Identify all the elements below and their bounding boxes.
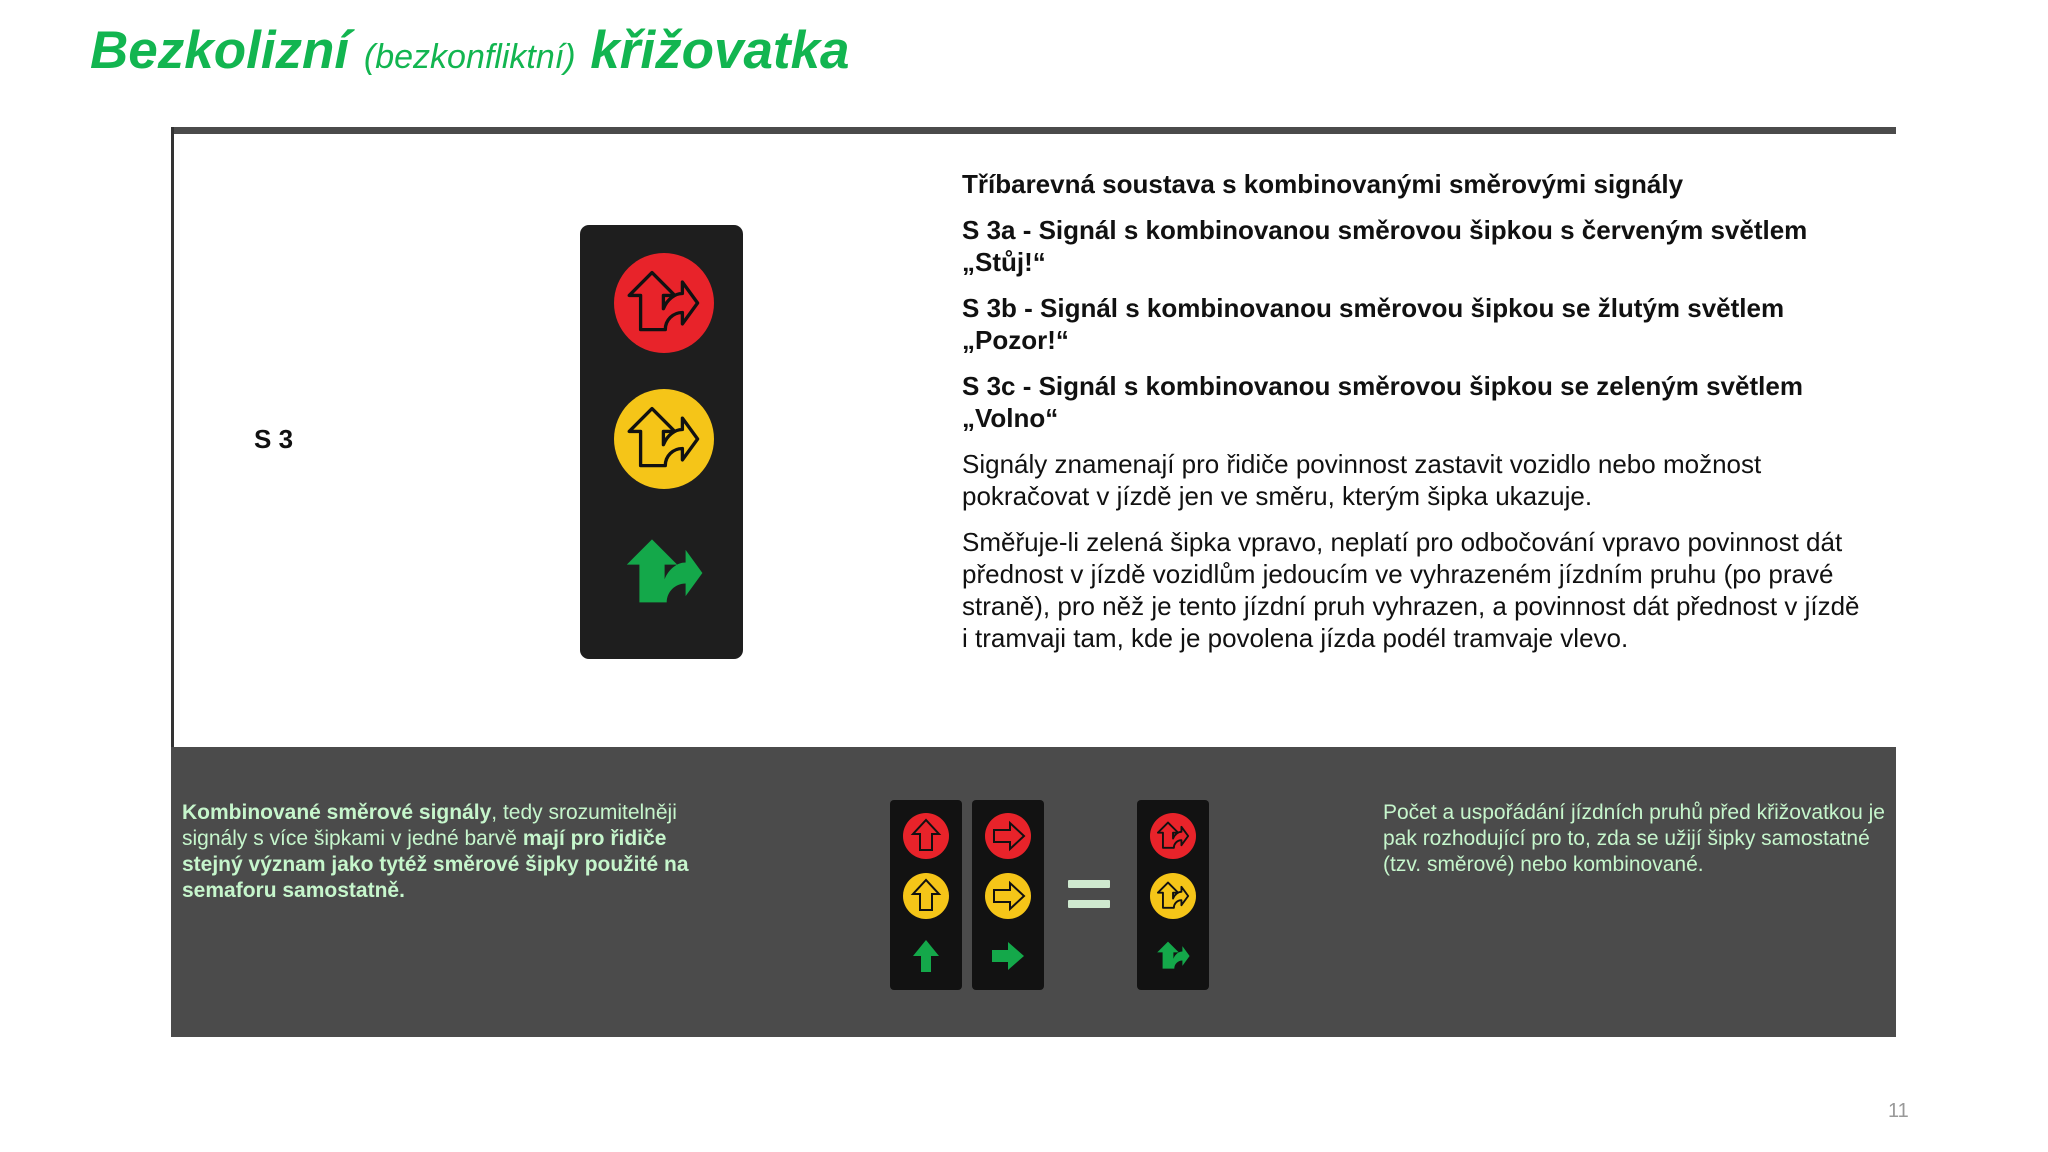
band-left-bold1: Kombinované směrové signály: [182, 801, 492, 824]
signal-combined-arrows: [1137, 800, 1209, 990]
desc-s3c: S 3c - Signál s kombinovanou směrovou šipkou se zeleným světlem „Volno“: [962, 371, 1803, 433]
page-number: 11: [1888, 1100, 1909, 1122]
signal-s3: [580, 225, 743, 659]
desc-para2: Směřuje-li zelená šipka vpravo, neplatí pro odbočování vpravo povinnost dát přednost v jízdě vozidlům jedoucím ve vyhrazeném jízdním pruhu (po pravé straně), pro něž je tento jízdní pruh vyhrazen, a povinnost dát přednost v jízdě i tramvaji tam, kde je povolena jízda podél tramvaje vlevo.: [962, 527, 1860, 653]
up-arrow-icon: [903, 813, 949, 972]
band-left-text: [182, 800, 722, 904]
combined-arrow-icon: [1150, 813, 1196, 969]
slide-title: [90, 22, 850, 80]
band-left-bold2: mají pro řidiče stejný význam jako tytéž směrové šipky použité na semaforu samostatně.: [182, 827, 689, 902]
row-label: S 3: [254, 424, 294, 454]
combined-arrow-green-icon: [627, 539, 703, 602]
band-left-normal: , tedy srozumitelněji signály s více šipkami v jedné barvě: [182, 801, 677, 850]
combined-arrow-yellow-icon: [614, 389, 714, 489]
desc-heading: Tříbarevná soustava s kombinovanými směrovými signály: [962, 169, 1684, 199]
right-arrow-icon: [985, 813, 1031, 970]
table-left-rule: [171, 127, 174, 747]
desc-s3a: S 3a - Signál s kombinovanou směrovou šipkou s červeným světlem „Stůj!“: [962, 215, 1808, 277]
desc-s3b: S 3b - Signál s kombinovanou směrovou šipkou se žlutým světlem „Pozor!“: [962, 293, 1785, 355]
desc-para1: Signály znamenají pro řidiče povinnost zastavit vozidlo nebo možnost pokračovat v jízdě jen ve směru, kterým šipka ukazuje.: [962, 449, 1762, 511]
title-main: Bezkolizní: [90, 21, 350, 80]
combined-arrow-red-icon: [614, 253, 714, 353]
table-top-rule: [171, 127, 1896, 134]
signal-right-arrows: [972, 800, 1044, 990]
signal-up-arrows: [890, 800, 962, 990]
signal-description: [962, 168, 1867, 668]
equals-icon: [1068, 880, 1110, 910]
band-right-text: Počet a uspořádání jízdních pruhů před křižovatkou je pak rozhodující pro to, zda se užijí šipky samostatné (tzv. směrové) nebo kombinované.: [1383, 801, 1885, 876]
title-end: křižovatka: [590, 21, 850, 80]
title-sub: (bezkonfliktní): [363, 38, 576, 76]
